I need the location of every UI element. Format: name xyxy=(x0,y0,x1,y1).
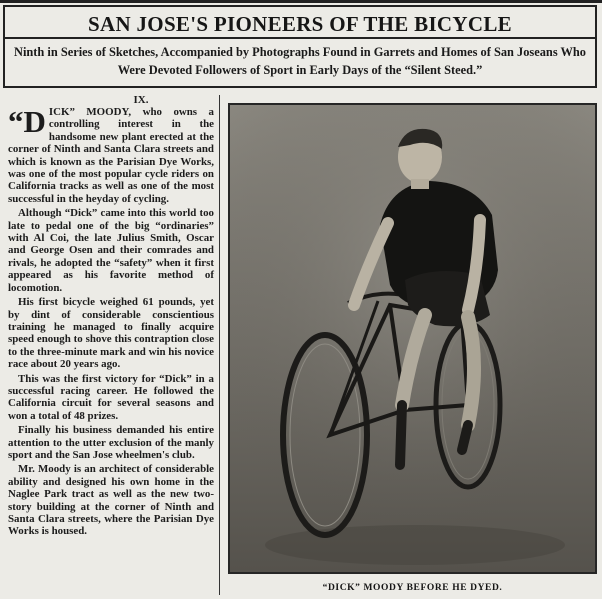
article-paragraph: Finally his business demanded his entire attention to the utter exclusion of the manly sport and the San Jose wheelmen's club. xyxy=(8,424,214,461)
deck-box xyxy=(3,39,597,88)
cyclist-photograph xyxy=(228,103,597,574)
drop-cap: “D xyxy=(8,104,46,139)
top-rule xyxy=(0,0,602,3)
headline-box xyxy=(3,5,597,39)
article-column xyxy=(8,94,214,540)
headline: SAN JOSE'S PIONEERS OF THE BICYCLE xyxy=(88,12,512,36)
article-paragraph: His first bicycle weighed 61 pounds, yet by dint of considerable conscientious training he managed to finally acquire speed enough to shove this contraption close to the three-minute mark and win his novice race about 20 years ago. xyxy=(8,296,214,371)
cyclist-photo-illustration xyxy=(230,105,595,572)
article-paragraph: “DICK” MOODY, who owns a controlling interest in the handsome new plant erected at the corner of Ninth and Santa Clara streets and which is known as the Parisian Dye Works, was one of the most popular cycle riders on California tracks as well as one of the most successful in the heyday of cycling. xyxy=(8,104,214,205)
deck-subheadline: Ninth in Series of Sketches, Accompanied by Photographs Found in Garrets and Homes of San Joseans Who Were Devoted Followers of Sport in Early Days of the “Silent Steed.” xyxy=(14,45,586,77)
article-paragraph: This was the first victory for “Dick” in a successful racing career. He followed the California circuit for several seasons and won a total of 48 prizes. xyxy=(8,372,214,422)
article-paragraph: Although “Dick” came into this world too late to pedal one of the big “ordinaries” with Al Coi, the late Julius Smith, Oscar and George Osen and their comrades and rivals, he adopted the “safety” when it first appeared as his favorite method of locomotion. xyxy=(8,207,214,294)
photo-caption: “DICK” MOODY BEFORE HE DYED. xyxy=(322,583,503,593)
series-numeral: IX. xyxy=(133,94,149,106)
article-paragraph: Mr. Moody is an architect of considerable ability and designed his own home in the Naglee Park tract as well as the new two-story building at the corner of Ninth and Santa Clara streets, where the Parisian Dye Works is housed. xyxy=(8,463,214,538)
column-rule xyxy=(219,95,220,595)
